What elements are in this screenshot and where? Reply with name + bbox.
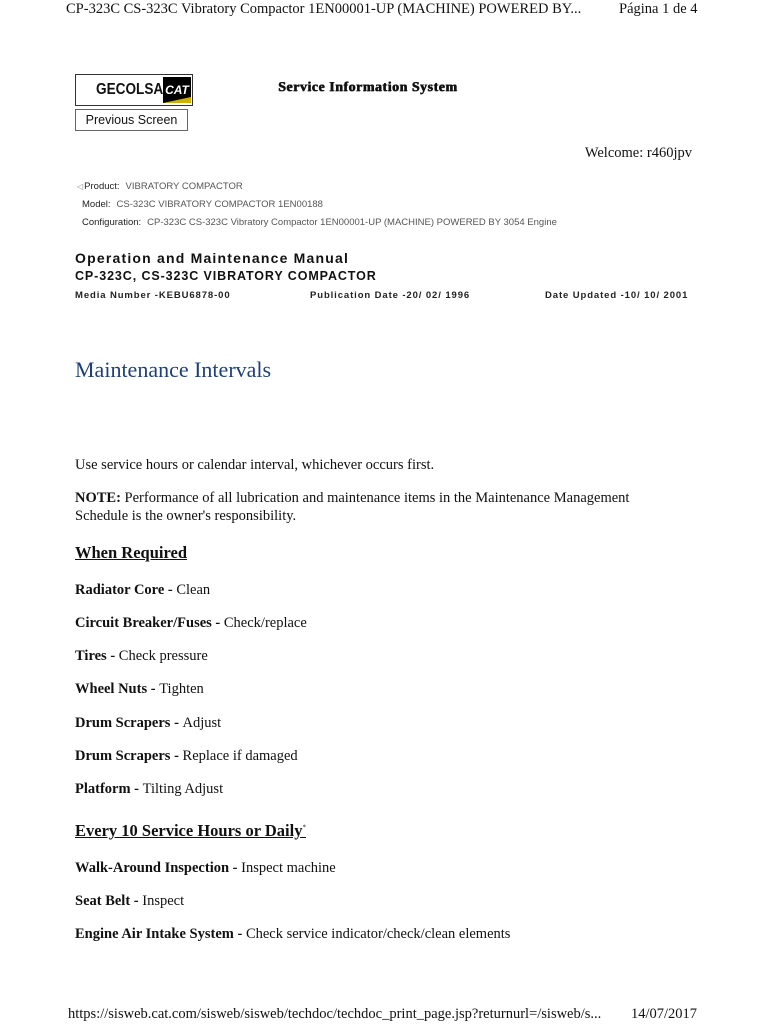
section-every-10-hours-heading: Every 10 Service Hours or Daily* — [75, 821, 306, 840]
list-item: Platform - Tilting Adjust — [75, 781, 224, 797]
section-when-required-heading: When Required — [75, 543, 188, 562]
manual-title: Operation and Maintenance Manual — [75, 250, 350, 266]
footnote-marker: * — [302, 823, 306, 832]
list-item: Engine Air Intake System - Check service indicator/check/clean elements — [75, 926, 511, 942]
model-row — [82, 199, 323, 210]
model-value: CS-323C VIBRATORY COMPACTOR 1EN00188 — [116, 199, 323, 210]
note-text: Performance of all lubrication and maintenance items in the Maintenance Management Schedule is the owner's responsibility. — [75, 490, 630, 524]
welcome-user: Welcome: r460jpv — [584, 145, 692, 161]
list-item: Tires - Check pressure — [75, 648, 208, 664]
product-label: Product: — [84, 181, 120, 192]
list-item: Seat Belt - Inspect — [75, 893, 185, 909]
system-title: Service Information System — [278, 80, 458, 95]
intro-text: Use service hours or calendar interval, whichever occurs first. — [75, 457, 435, 473]
product-row — [77, 181, 243, 192]
configuration-label: Configuration: — [82, 217, 142, 228]
print-footer-date: 14/07/2017 — [631, 1006, 698, 1022]
manual-subtitle: CP-323C, CS-323C VIBRATORY COMPACTOR — [75, 269, 377, 283]
list-item: Drum Scrapers - Replace if damaged — [75, 748, 298, 764]
print-header-title: CP-323C CS-323C Vibratory Compactor 1EN00001-UP (MACHINE) POWERED BY... — [66, 1, 582, 17]
logo-brand-text: GECOLSA — [96, 81, 164, 98]
media-number: Media Number -KEBU6878-00 — [75, 290, 231, 301]
list-item: Radiator Core - Clean — [75, 582, 211, 598]
gecolsa-logo — [75, 74, 193, 106]
product-value: VIBRATORY COMPACTOR — [125, 181, 243, 192]
list-item: Wheel Nuts - Tighten — [75, 681, 204, 697]
cat-logo-icon: CAT — [163, 77, 191, 103]
configuration-value: CP-323C CS-323C Vibratory Compactor 1EN00001-UP (MACHINE) POWERED BY 3054 Engine — [147, 217, 557, 228]
print-header-page: Página 1 de 4 — [619, 1, 698, 17]
date-updated: Date Updated -10/ 10/ 2001 — [545, 290, 689, 301]
model-label: Model: — [82, 199, 111, 210]
page-title: Maintenance Intervals — [75, 357, 272, 382]
publication-date: Publication Date -20/ 02/ 1996 — [310, 290, 471, 301]
list-item: Circuit Breaker/Fuses - Check/replace — [75, 615, 307, 631]
product-tree-icon: ◁ — [77, 182, 84, 191]
note-paragraph — [75, 489, 685, 525]
list-item: Drum Scrapers - Adjust — [75, 715, 222, 731]
list-item: Walk-Around Inspection - Inspect machine — [75, 860, 336, 876]
configuration-row — [82, 217, 557, 228]
print-footer-url: https://sisweb.cat.com/sisweb/sisweb/techdoc/techdoc_print_page.jsp?returnurl=/sisweb/s... — [68, 1006, 602, 1022]
note-label: NOTE: — [75, 490, 121, 506]
previous-screen-button[interactable]: Previous Screen — [75, 109, 188, 131]
